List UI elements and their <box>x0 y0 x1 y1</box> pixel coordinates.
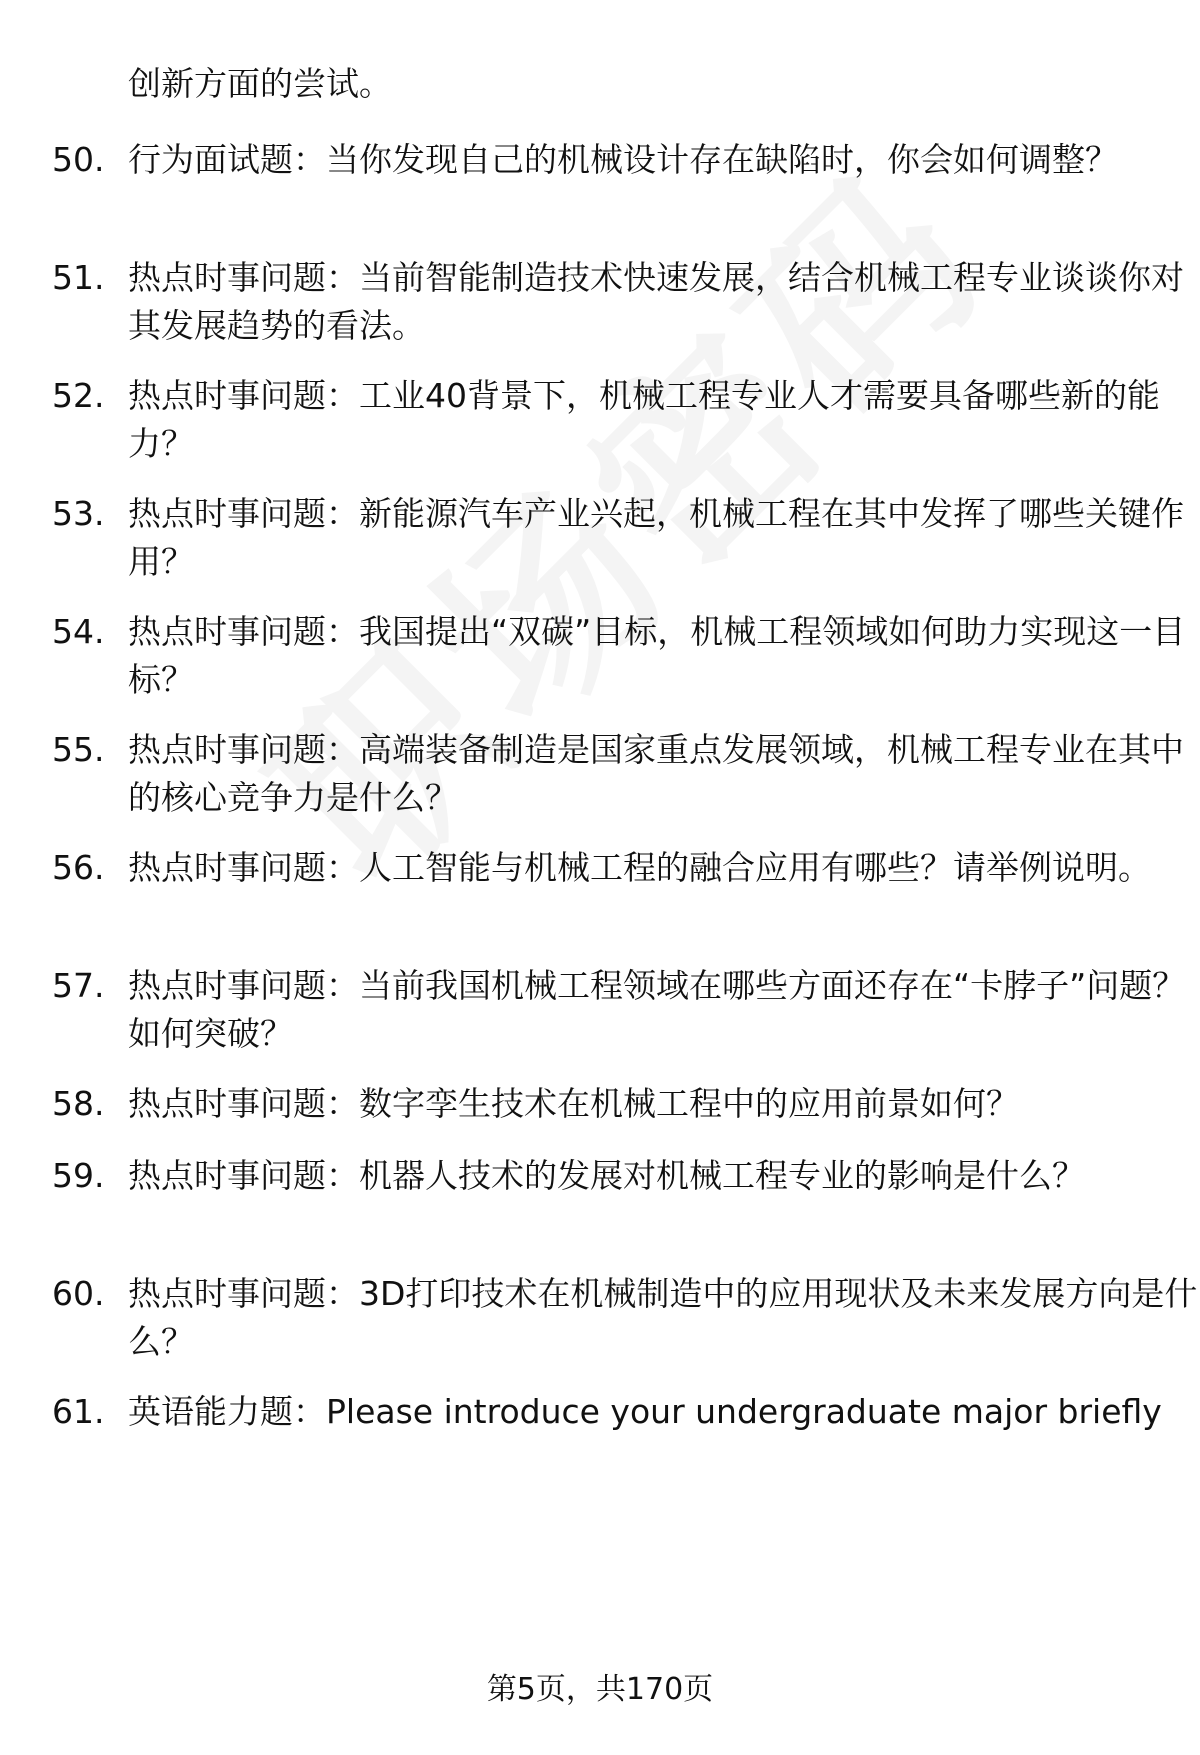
item-number: 50. <box>52 140 105 179</box>
list-item <box>52 1080 1152 1128</box>
item-text: 热点时事问题：当前我国机械工程领域在哪些方面还存在“卡脖子”问题？如何突破？ <box>128 966 1186 1053</box>
item-text: 热点时事问题：工业40背景下，机械工程专业人才需要具备哪些新的能力？ <box>128 376 1160 463</box>
list-item <box>52 1270 1198 1366</box>
continuation-text: 创新方面的尝试。 <box>128 64 392 103</box>
item-number: 61. <box>52 1392 105 1431</box>
item-text: 热点时事问题：当前智能制造技术快速发展，结合机械工程专业谈谈你对其发展趋势的看法。 <box>128 258 1184 345</box>
item-text: 行为面试题：当你发现自己的机械设计存在缺陷时，你会如何调整？ <box>128 140 1118 179</box>
item-number: 51. <box>52 258 105 297</box>
list-item <box>52 608 1186 704</box>
item-number: 58. <box>52 1084 105 1123</box>
list-item <box>52 136 1152 184</box>
list-item <box>52 726 1184 822</box>
list-item <box>52 490 1184 586</box>
list-item <box>52 1388 1162 1436</box>
item-text: 热点时事问题：高端装备制造是国家重点发展领域，机械工程专业在其中的核心竞争力是什么？ <box>128 730 1184 817</box>
item-number: 57. <box>52 966 105 1005</box>
item-number: 56. <box>52 848 105 887</box>
item-text: 热点时事问题：新能源汽车产业兴起，机械工程在其中发挥了哪些关键作用？ <box>128 494 1184 581</box>
item-text: 热点时事问题：我国提出“双碳”目标，机械工程领域如何助力实现这一目标？ <box>128 612 1186 699</box>
item-number: 59. <box>52 1156 105 1195</box>
item-text: 热点时事问题：机器人技术的发展对机械工程专业的影响是什么？ <box>128 1156 1085 1195</box>
item-number: 55. <box>52 730 105 769</box>
item-number: 60. <box>52 1274 105 1313</box>
item-number: 54. <box>52 612 105 651</box>
item-number: 53. <box>52 494 105 533</box>
item-text: 热点时事问题：3D打印技术在机械制造中的应用现状及未来发展方向是什么？ <box>128 1274 1198 1361</box>
list-item <box>52 1152 1152 1200</box>
item-text: 热点时事问题：人工智能与机械工程的融合应用有哪些？请举例说明。 <box>128 848 1151 887</box>
item-number: 52. <box>52 376 105 415</box>
list-item <box>52 254 1184 350</box>
list-item <box>52 844 1152 892</box>
item-text: 英语能力题：Please introduce your undergraduate major briefly <box>128 1392 1162 1431</box>
item-text: 热点时事问题：数字孪生技术在机械工程中的应用前景如何？ <box>128 1084 1019 1123</box>
list-item <box>52 962 1186 1058</box>
page-footer: 第5页，共170页 <box>486 1672 714 1707</box>
list-item <box>52 372 1160 468</box>
